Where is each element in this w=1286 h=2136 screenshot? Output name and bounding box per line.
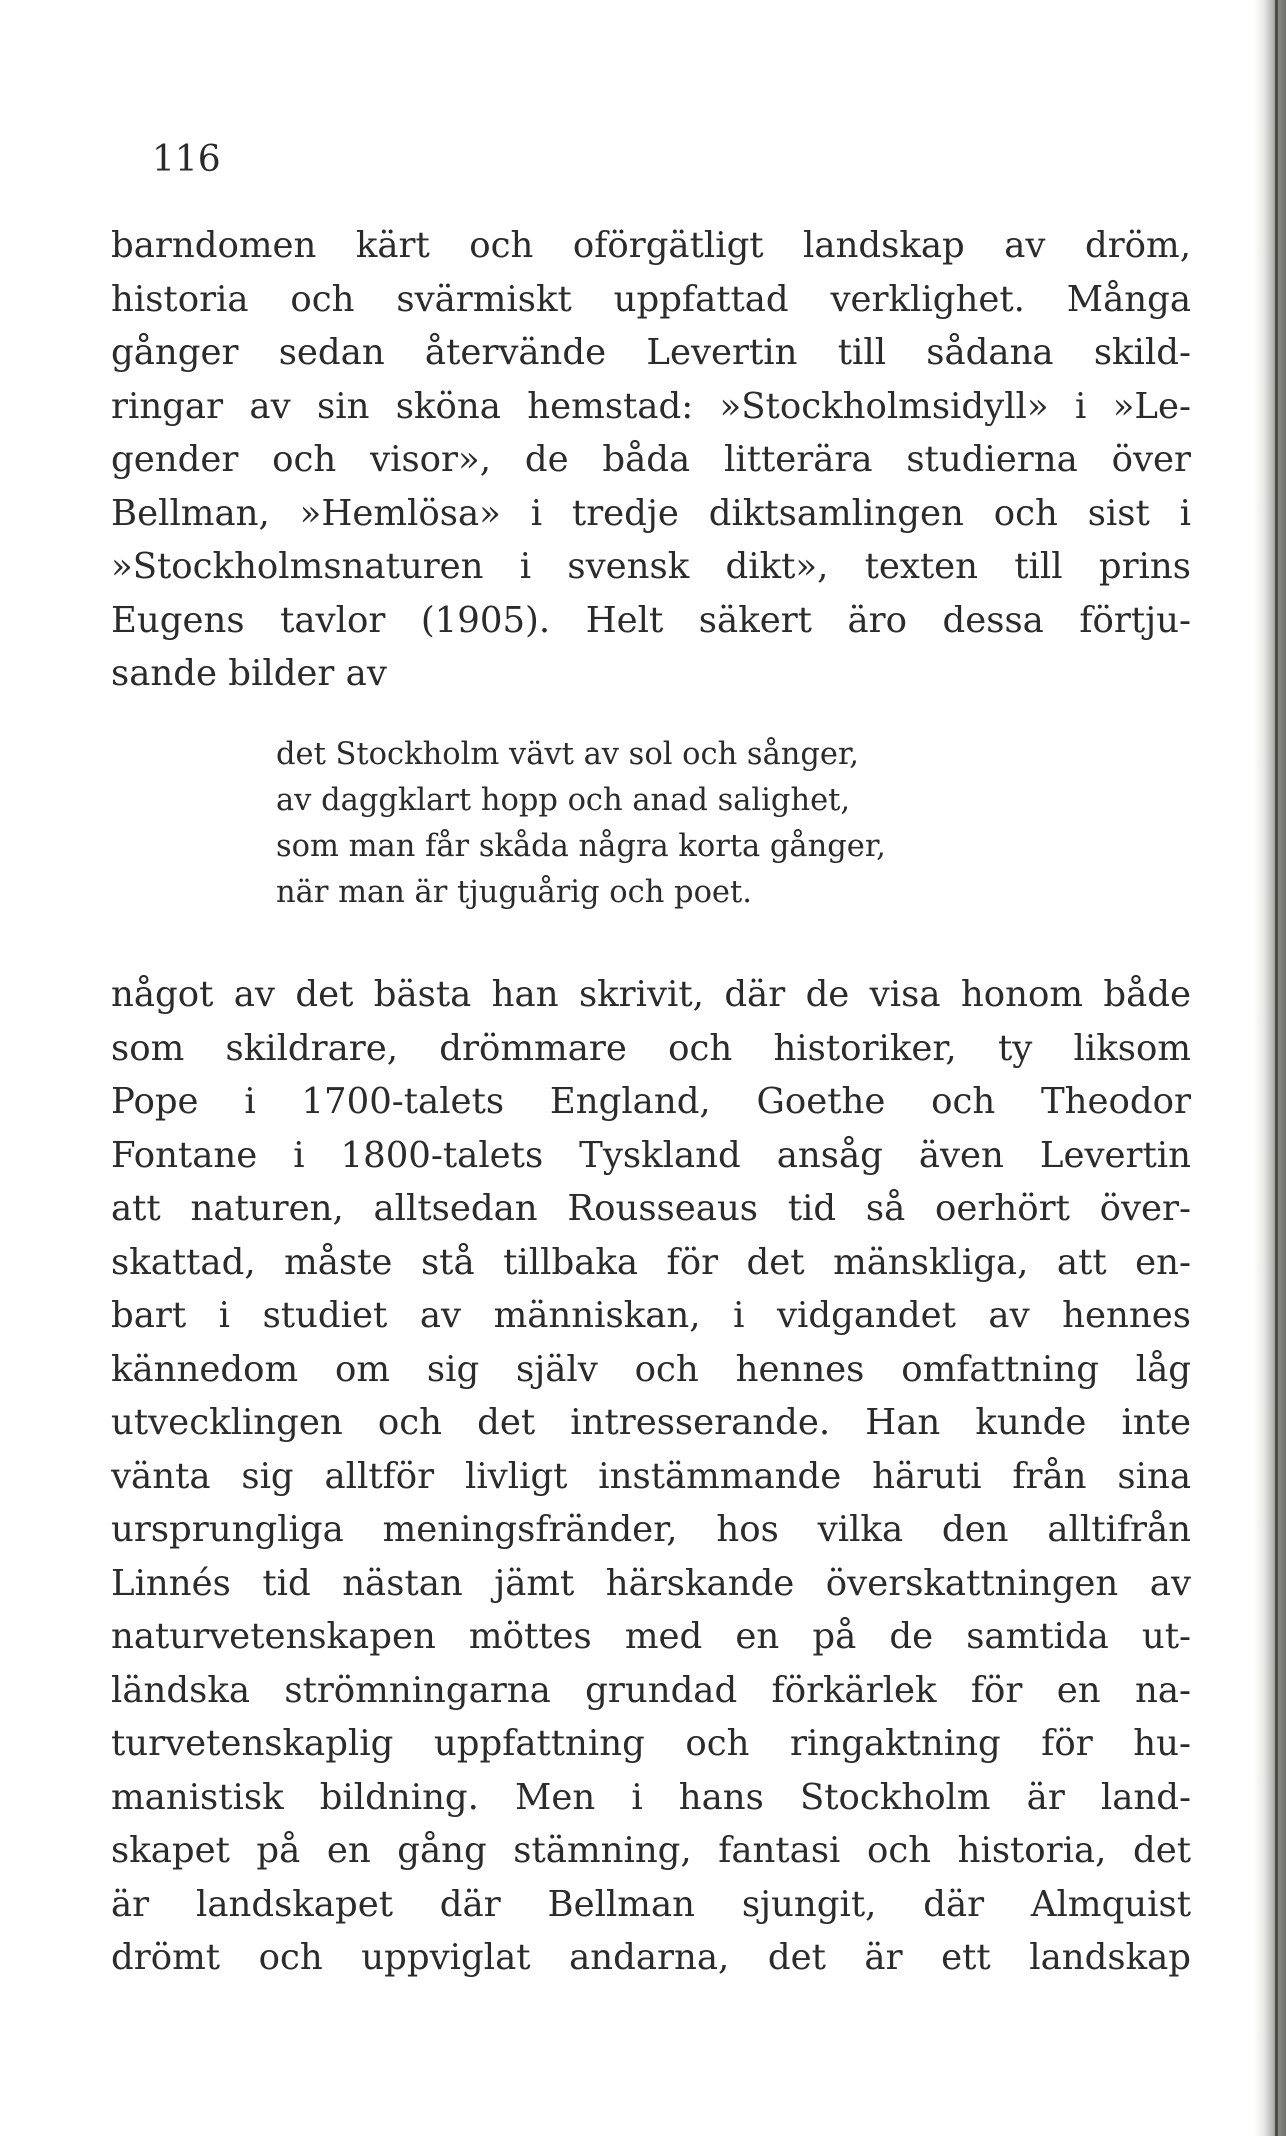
verse-line: det Stockholm vävt av sol och sånger, [276,737,859,772]
text-line: något av det bästa han skrivit, där de visa honom både [111,974,1191,1015]
text-line: Bellman, »Hemlösa» i tredje diktsamlingen och sist i [111,492,1191,534]
text-line: som skildrare, drömmare och historiker, ty liksom [111,1027,1191,1069]
text-line: vänta sig alltför livligt instämmande häruti från sina [111,1455,1191,1497]
text-line: barndomen kärt och oförgätligt landskap av dröm, [111,225,1191,266]
paragraph-1 [111,219,1191,701]
text-line: manistisk bildning. Men i hans Stockholm är land- [111,1776,1191,1818]
text-line: Linnés tid nästan jämt härskande överskattningen av [111,1562,1191,1604]
verse-quote [276,732,1076,916]
text-line: »Stockholmsnaturen i svensk dikt», texten till prins [111,546,1191,587]
text-line: utvecklingen och det intresserande. Han kunde inte [111,1402,1191,1443]
verse-line: som man får skåda några korta gånger, [276,829,886,864]
text-line: skattad, måste stå tillbaka för det mänskliga, att en- [111,1241,1191,1283]
verse-line: när man är tjuguårig och poet. [276,875,752,910]
text-line: bart i studiet av människan, i vidgandet av hennes [111,1295,1191,1336]
text-line: ländska strömningarna grundad förkärlek för en na- [111,1669,1191,1711]
paragraph-2 [111,968,1191,1985]
text-line: sande bilder av [111,653,387,694]
text-line: Fontane i 1800-talets Tyskland ansåg även Levertin [111,1134,1191,1176]
page-gutter-edge [1275,0,1278,2136]
text-line: naturvetenskapen möttes med en på de samtida ut- [111,1616,1191,1657]
text-line: gånger sedan återvände Levertin till sådana skild- [111,332,1191,373]
text-line: gender och visor», de båda litterära studierna över [111,439,1191,480]
text-line: skapet på en gång stämning, fantasi och historia, det [111,1830,1191,1871]
text-line: Eugens tavlor (1905). Helt säkert äro dessa förtju- [111,599,1191,641]
text-line: turvetenskaplig uppfattning och ringaktning för hu- [111,1723,1191,1764]
page-gutter [1254,0,1286,2136]
text-line: drömt och uppviglat andarna, det är ett landskap [111,1937,1191,1978]
text-line: ursprungliga meningsfränder, hos vilka den alltifrån [111,1509,1191,1550]
text-line: Pope i 1700-talets England, Goethe och Theodor [111,1081,1191,1122]
text-line: kännedom om sig själv och hennes omfattning låg [111,1348,1191,1390]
text-line: att naturen, alltsedan Rousseaus tid så oerhört över- [111,1188,1191,1229]
verse-line: av daggklart hopp och anad salighet, [276,783,851,818]
text-line: historia och svärmiskt uppfattad verklighet. Många [111,278,1191,320]
text-line: är landskapet där Bellman sjungit, där Almquist [111,1883,1191,1925]
page-number: 116 [152,139,221,180]
text-line: ringar av sin sköna hemstad: »Stockholmsidyll» i »Le- [111,385,1191,427]
